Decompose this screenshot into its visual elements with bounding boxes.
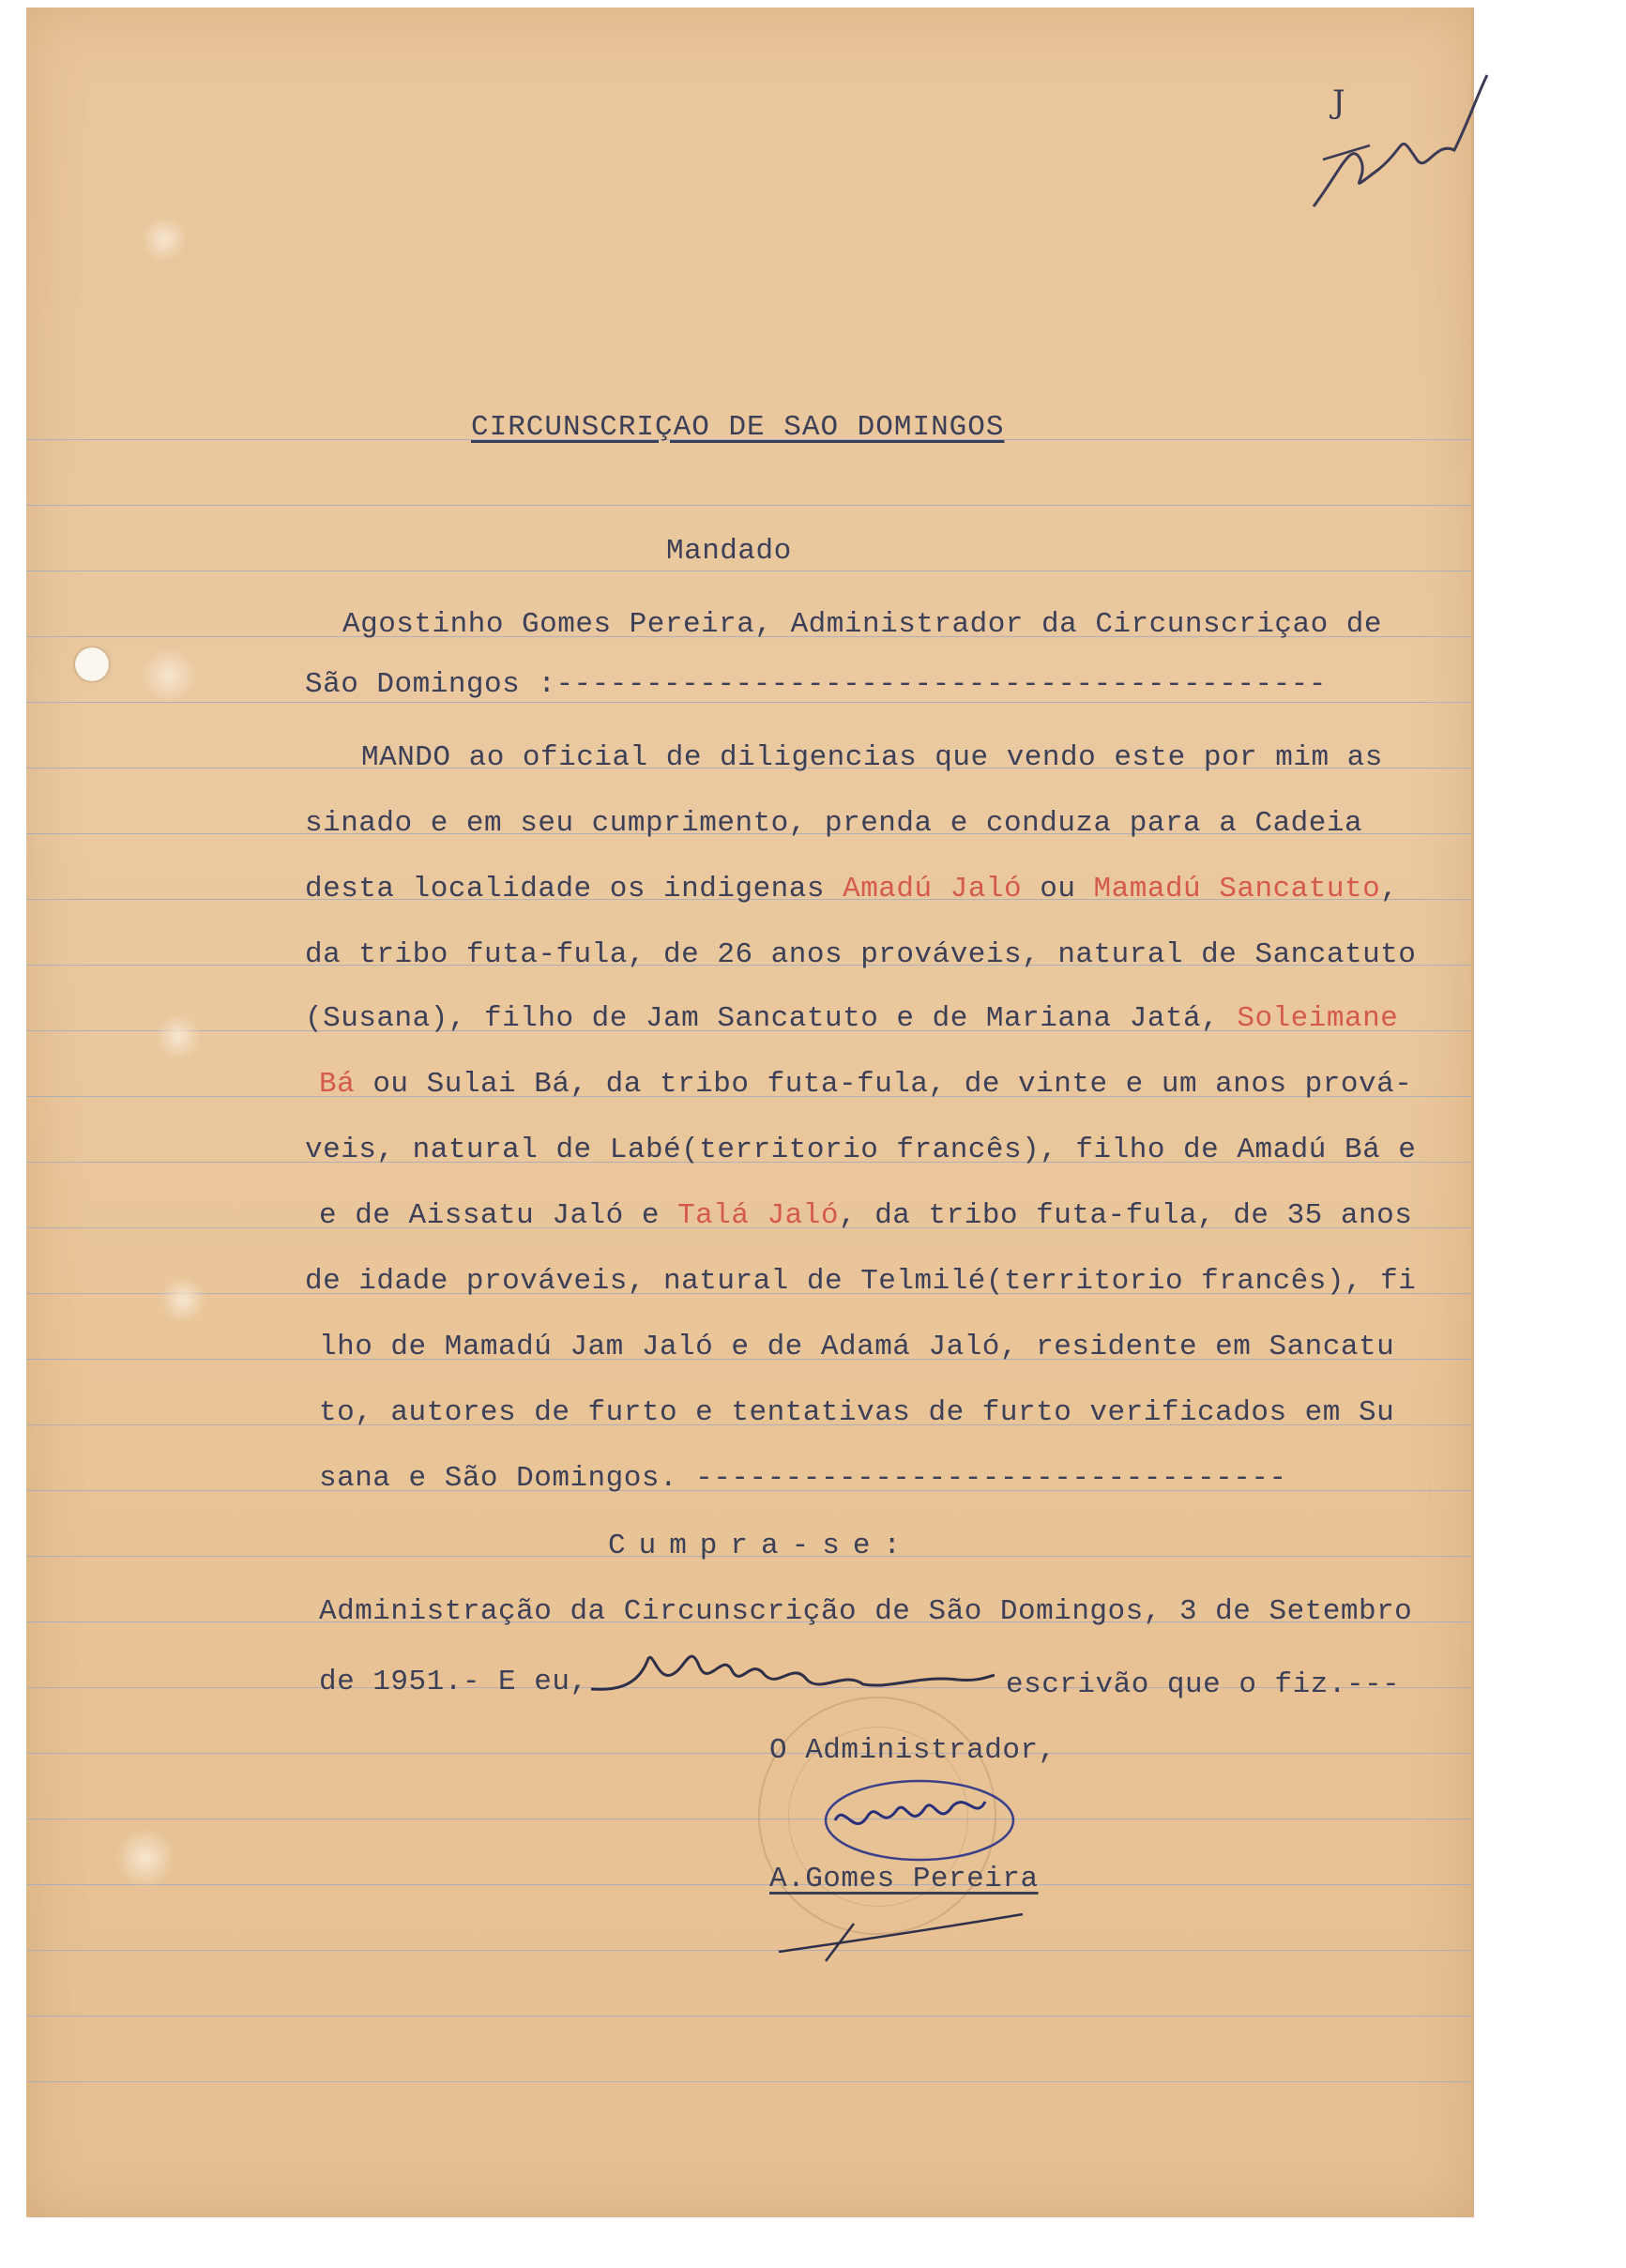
ruled-line [26,2081,1471,2082]
body-line-6: da tribo futa-fula, de 26 anos prováveis, natural de Sancatuto [305,938,1417,971]
signer-name: A.Gomes Pereira [769,1863,1039,1895]
cumpra-se: Cumpra-se: [608,1530,915,1562]
date-line-end: escrivão que o fiz.--- [1006,1668,1401,1701]
document-page [26,8,1474,2217]
ruled-line [26,505,1471,506]
corner-initials-mark [1285,56,1492,235]
ruled-line [26,2016,1471,2017]
svg-text:J: J [1332,84,1345,121]
administration-line: Administração da Circunscrição de São Domingos, 3 de Setembro [319,1595,1413,1628]
document-title: Mandado [666,535,792,568]
body-line-4: sinado e em seu cumprimento, prenda e conduza para a Cadeia [305,807,1363,840]
body-line-5: desta localidade os indigenas Amadú Jaló ou Mamadú Sancatuto, [305,873,1399,906]
body-line-7: (Susana), filho de Jam Sancatuto e de Mariana Jatá, Soleimane [305,1002,1399,1035]
administrator-signature [816,1764,1032,1867]
underline-flourish [769,1905,1032,1971]
paper-wear [160,1276,206,1323]
body-line-9: veis, natural de Labé(territorio francês), filho de Amadú Bá e [305,1134,1417,1166]
ruled-line [26,1950,1471,1951]
paper-wear [155,1013,202,1060]
document-heading: CIRCUNSCRIÇAO DE SAO DOMINGOS [471,411,1005,444]
body-line-13: to, autores de furto e tentativas de furto verificados em Su [319,1396,1395,1429]
body-line-8: Bá ou Sulai Bá, da tribo futa-fula, de vinte e um anos prová- [319,1068,1413,1101]
paper-wear [141,647,197,704]
paper-wear [141,216,188,263]
punch-hole [75,647,109,681]
body-line-14: sana e São Domingos. --------------------------------- [319,1462,1287,1495]
clerk-signature [582,1633,995,1717]
body-line-2: São Domingos :------------------------------------------- [305,668,1327,701]
body-line-10: e de Aissatu Jaló e Talá Jaló, da tribo futa-fula, de 35 anos [319,1199,1413,1232]
body-line-3: MANDO ao oficial de diligencias que vendo este por mim as [361,741,1383,774]
ruled-line [26,1884,1471,1885]
date-line-start: de 1951.- E eu, [319,1666,588,1698]
body-line-11: de idade prováveis, natural de Telmilé(territorio francês), fi [305,1265,1417,1298]
body-line-12: lho de Mamadú Jam Jaló e de Adamá Jaló, residente em Sancatu [319,1331,1395,1363]
ruled-line [26,702,1471,703]
paper-wear [113,1830,178,1886]
ruled-line [26,1753,1471,1754]
body-line-1: Agostinho Gomes Pereira, Administrador da Circunscriçao de [342,608,1382,641]
signoff-label: O Administrador, [769,1734,1056,1767]
